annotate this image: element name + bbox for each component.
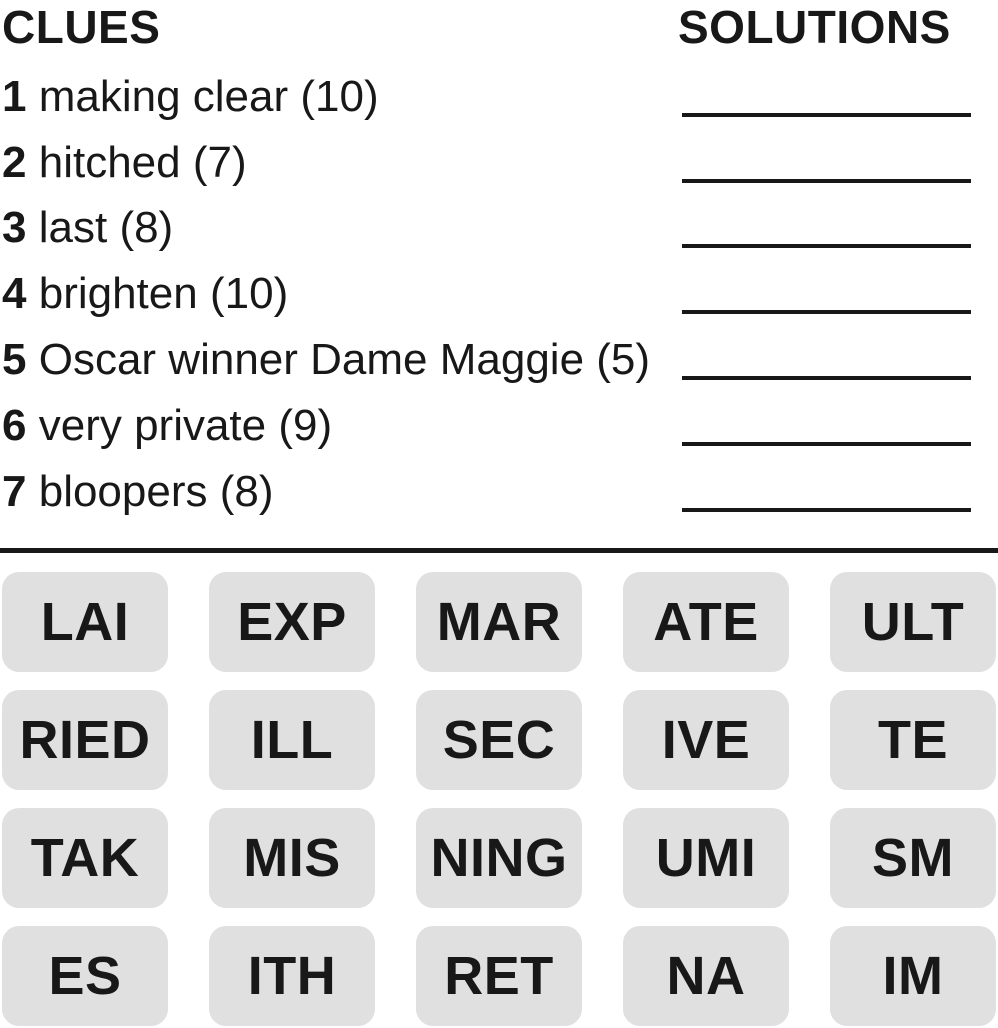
clue-text — [2, 269, 289, 319]
clue-phrase: bloopers — [38, 466, 208, 516]
letter-tile[interactable]: ILL — [209, 690, 375, 790]
solution-line[interactable] — [682, 508, 971, 512]
clue-number: 2 — [2, 137, 27, 187]
clue-text — [2, 71, 379, 121]
clue-number: 1 — [2, 71, 27, 121]
solutions-header: SOLUTIONS — [678, 1, 951, 53]
solution-line[interactable] — [682, 442, 971, 446]
clue-row — [0, 329, 998, 395]
section-divider — [0, 548, 998, 553]
clue-number: 4 — [2, 269, 27, 319]
letter-tile[interactable]: SEC — [416, 690, 582, 790]
solution-line[interactable] — [682, 244, 971, 248]
letter-tile[interactable]: LAI — [2, 572, 168, 672]
clue-number: 6 — [2, 400, 27, 450]
letter-tile[interactable]: NING — [416, 808, 582, 908]
letter-tile[interactable]: ITH — [209, 926, 375, 1026]
letter-tile[interactable]: TAK — [2, 808, 168, 908]
clue-row — [0, 132, 998, 198]
clue-phrase: Oscar winner Dame Maggie — [38, 334, 585, 384]
clue-number: 5 — [2, 334, 27, 384]
clue-number: 3 — [2, 203, 27, 253]
clue-length: (8) — [219, 466, 274, 516]
letter-tile[interactable]: ES — [2, 926, 168, 1026]
clue-length: (5) — [596, 334, 651, 384]
clue-text — [2, 137, 247, 187]
solution-line[interactable] — [682, 179, 971, 183]
letter-tile[interactable]: RIED — [2, 690, 168, 790]
clue-phrase: brighten — [38, 269, 198, 319]
clue-row — [0, 198, 998, 264]
solution-line[interactable] — [682, 376, 971, 380]
clue-length: (8) — [119, 203, 174, 253]
letter-tile[interactable]: UMI — [623, 808, 789, 908]
letter-tile[interactable]: RET — [416, 926, 582, 1026]
clue-length: (7) — [192, 137, 247, 187]
clue-length: (10) — [209, 269, 289, 319]
letter-tile[interactable]: MAR — [416, 572, 582, 672]
clues-header: CLUES — [2, 1, 161, 53]
clue-row — [0, 461, 998, 527]
clue-phrase: very private — [38, 400, 267, 450]
solution-line[interactable] — [682, 310, 971, 314]
clue-text — [2, 203, 174, 253]
clue-text — [2, 466, 274, 516]
clue-length: (9) — [278, 400, 333, 450]
letter-tile[interactable]: IVE — [623, 690, 789, 790]
letter-tile[interactable]: TE — [830, 690, 996, 790]
clue-phrase: last — [38, 203, 108, 253]
clue-row — [0, 263, 998, 329]
clue-length: (10) — [300, 71, 379, 121]
letter-tile[interactable]: MIS — [209, 808, 375, 908]
letter-tile[interactable]: ATE — [623, 572, 789, 672]
letter-tile[interactable]: SM — [830, 808, 996, 908]
clue-text — [2, 400, 333, 450]
solution-line[interactable] — [682, 113, 971, 117]
letter-tile[interactable]: IM — [830, 926, 996, 1026]
clue-phrase: hitched — [38, 137, 181, 187]
clue-number: 7 — [2, 466, 27, 516]
letter-tile[interactable]: EXP — [209, 572, 375, 672]
clue-row — [0, 395, 998, 461]
clue-list — [0, 66, 998, 527]
clue-phrase: making clear — [38, 71, 289, 121]
clue-row — [0, 66, 998, 132]
letter-tile[interactable]: ULT — [830, 572, 996, 672]
clue-text — [2, 334, 651, 384]
tile-grid — [2, 572, 996, 1026]
letter-tile[interactable]: NA — [623, 926, 789, 1026]
